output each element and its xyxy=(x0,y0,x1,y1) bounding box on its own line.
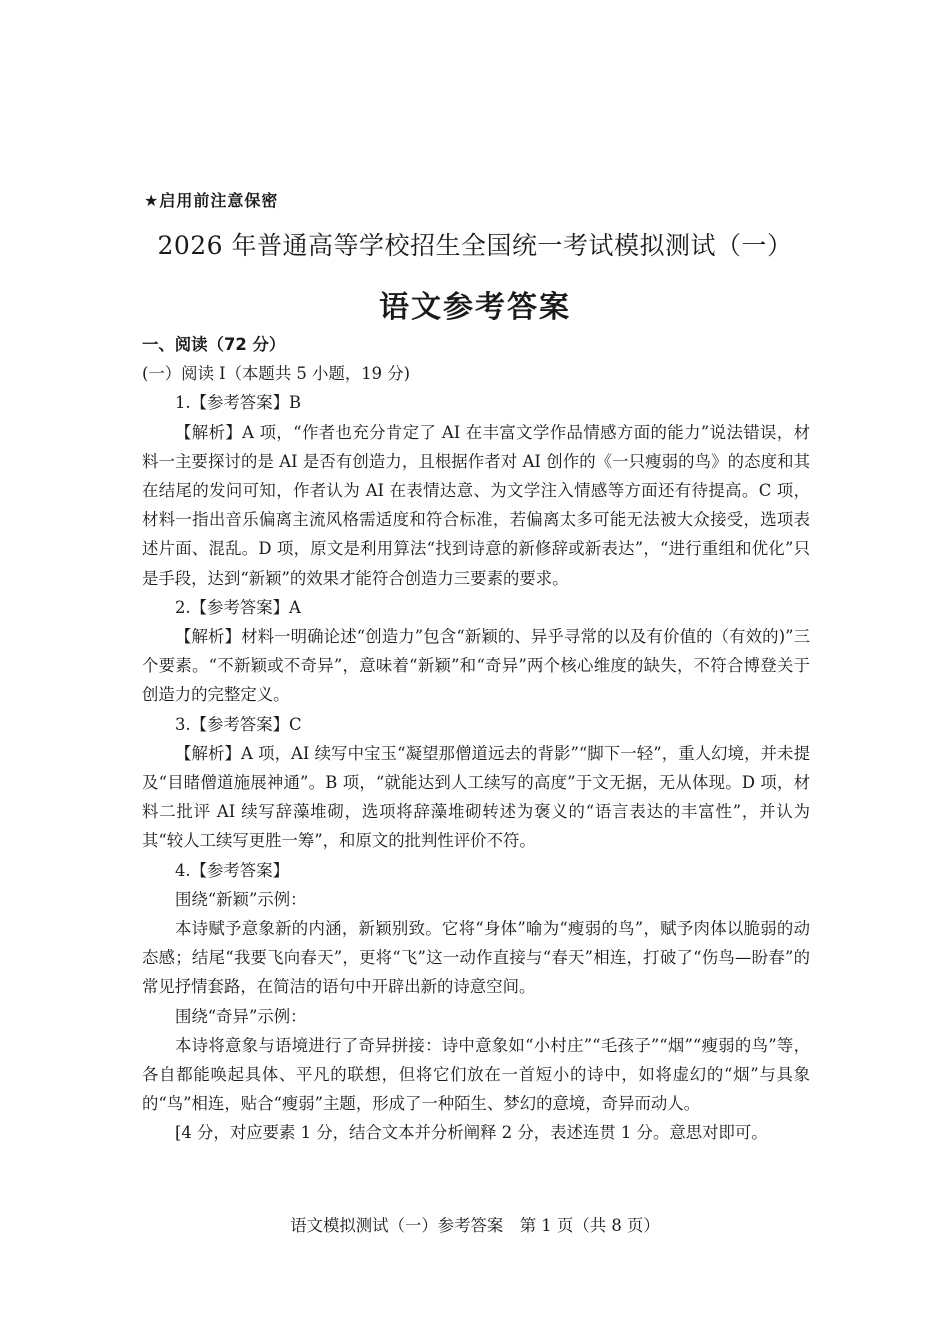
section-heading: 一、阅读（72 分） xyxy=(142,335,286,354)
q4-answer: 4.【参考答案】 xyxy=(175,860,289,880)
q4-novel-text: 本诗赋予意象新的内涵，新颖别致。它将“身体”喻为“瘦弱的鸟”，赋予肉体以脆弱的动态感；结尾“我要飞向春天”，更将“飞”这一动作直接与“春天”相连，打破了“伤鸟—盼春”的常见抒情套路，在简洁的语句中开辟出新的诗意空间。 xyxy=(142,919,810,997)
page-footer: 语文模拟测试（一）参考答案 第 1 页（共 8 页） xyxy=(290,1216,660,1235)
answer-content xyxy=(142,330,810,1148)
q3-analysis: 【解析】A 项，AI 续写中宝玉“凝望那僧道远去的背影”“脚下一轻”，重人幻境，并未提及“目睹僧道施展神通”。B 项，“就能达到人工续写的高度”于文无据，无从体现。D 项，材料二批评 AI 续写辞藻堆砌，选项将辞藻堆砌转述为褒义的“语言表达的丰富性”，并认为其“较人工续写更胜一筹”，和原文的批判性评价不符。 xyxy=(142,743,810,851)
q1-answer: 1.【参考答案】B xyxy=(175,393,302,413)
exam-title: 2026 年普通高等学校招生全国统一考试模拟测试（一） xyxy=(157,231,793,260)
q4-novel-heading: 围绕“新颖”示例： xyxy=(175,889,307,909)
q3-answer: 3.【参考答案】C xyxy=(175,714,302,734)
q2-answer: 2.【参考答案】A xyxy=(175,597,301,617)
document-title: 语文参考答案 xyxy=(379,290,571,325)
q4-strange-text: 本诗将意象与语境进行了奇异拼接：诗中意象如“小村庄”“毛孩子”“烟”“瘦弱的鸟”等，各自都能唤起具体、平凡的联想，但将它们放在一首短小的诗中，如将虚幻的“烟”与具象的“鸟”相连，贴合“瘦弱”主题，形成了一种陌生、梦幻的意境，奇异而动人。 xyxy=(142,1035,810,1114)
q4-scoring-note: [4 分，对应要素 1 分，结合文本并分析阐释 2 分，表述连贯 1 分。意思对即可。 xyxy=(175,1123,768,1143)
confidential-notice: ★启用前注意保密 xyxy=(144,191,279,210)
subsection-heading: (一）阅读 I（本题共 5 小题，19 分) xyxy=(142,364,411,384)
q4-strange-heading: 围绕“奇异”示例： xyxy=(175,1006,307,1026)
q2-analysis: 【解析】材料一明确论述“创造力”包含“新颖的、异乎寻常的以及有价值的（有效的)”三个要素。“不新颖或不奇异”，意味着“新颖”和“奇异”两个核心维度的缺失，不符合博登关于创造力的完整定义。 xyxy=(142,627,810,705)
q1-analysis: 【解析】A 项，“作者也充分肯定了 AI 在丰富文学作品情感方面的能力”说法错误，材料一主要探讨的是 AI 是否有创造力，且根据作者对 AI 创作的《一只瘦弱的鸟》的态度和其在结尾的发问可知，作者认为 AI 在表情达意、为文学注入情感等方面还有待提高。C 项，材料一指出音乐偏离主流风格需适度和符合标准，若偏离太多可能无法被大众接受，选项表述片面、混乱。D 项，原文是利用算法“找到诗意的新修辞或新表达”，“进行重组和优化”只是手段，达到“新颖”的效果才能符合创造力三要素的要求。 xyxy=(142,422,810,588)
